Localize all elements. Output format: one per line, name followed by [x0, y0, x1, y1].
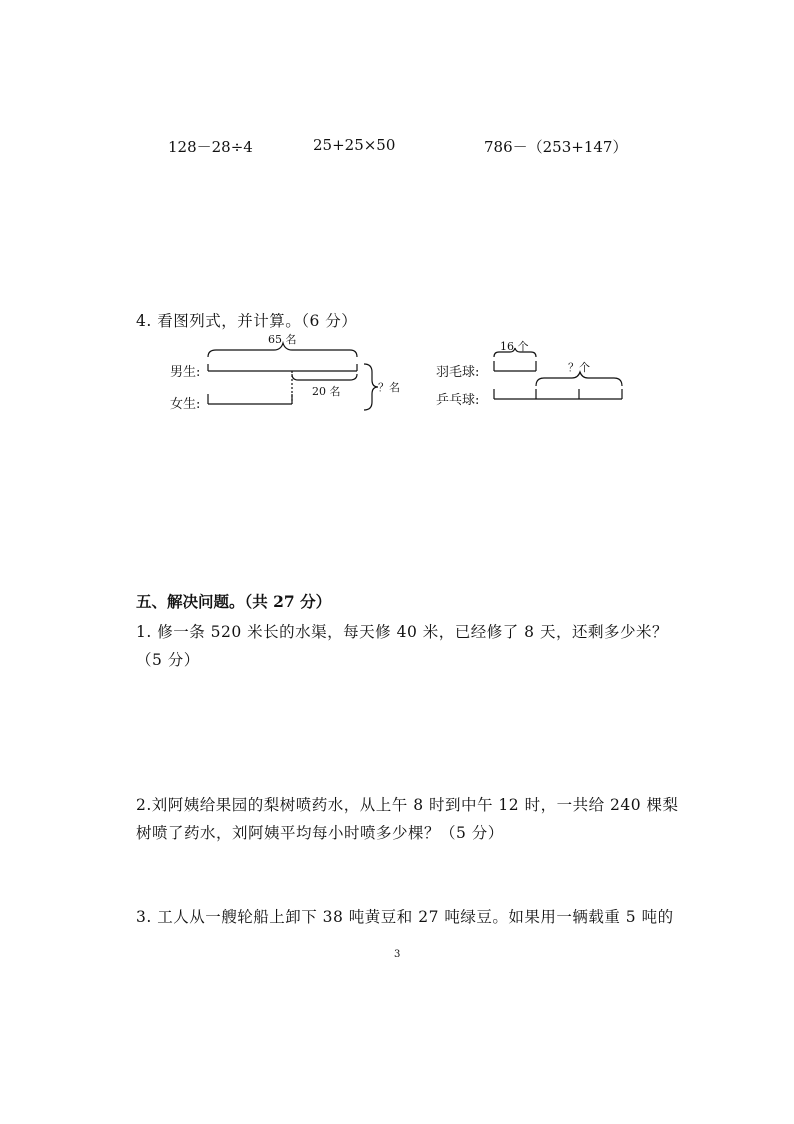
problem-3-line-1: 3. 工人从一艘轮船上卸下 38 吨黄豆和 27 吨绿豆。如果用一辆载重 5 吨的: [136, 908, 674, 926]
balls-diagram: [494, 348, 622, 399]
girls-label: 女生:: [170, 397, 201, 412]
boys-label: 男生:: [170, 365, 201, 380]
difference-label: 20 名: [312, 385, 341, 398]
sum-question-label: ？名: [378, 381, 400, 394]
problem-1-line-1: 1. 修一条 520 米长的水渠，每天修 40 米，已经修了 8 天，还剩多少米？: [136, 623, 668, 641]
badminton-label: 羽毛球:: [436, 365, 480, 380]
difference-brace: [292, 374, 357, 380]
expression-1: 128－28÷4: [168, 138, 253, 156]
total-label: 65 名: [268, 333, 297, 346]
problem-1-line-2: （5 分）: [136, 651, 200, 669]
pingpong-question-label: ？个: [568, 361, 590, 374]
expression-3: 786－（253+147）: [484, 138, 628, 156]
pingpong-label: 乒乓球:: [436, 393, 480, 408]
problem-2-line-2: 树喷了药水，刘阿姨平均每小时喷多少棵？（5 分）: [136, 824, 504, 842]
sum-brace: [364, 364, 378, 410]
section-5-heading: 五、解决问题。（共 27 分）: [136, 592, 332, 611]
pingpong-brace: [536, 372, 622, 386]
badminton-count-label: 16 个: [500, 340, 529, 353]
problem-2-line-1: 2.刘阿姨给果园的梨树喷药水，从上午 8 时到中午 12 时，一共给 240 棵梨: [136, 796, 679, 814]
expression-2: 25+25×50: [313, 136, 396, 154]
question-4-title: 4. 看图列式，并计算。（6 分）: [136, 312, 358, 330]
boys-girls-diagram: [208, 343, 378, 410]
page-number: 3: [394, 949, 401, 960]
